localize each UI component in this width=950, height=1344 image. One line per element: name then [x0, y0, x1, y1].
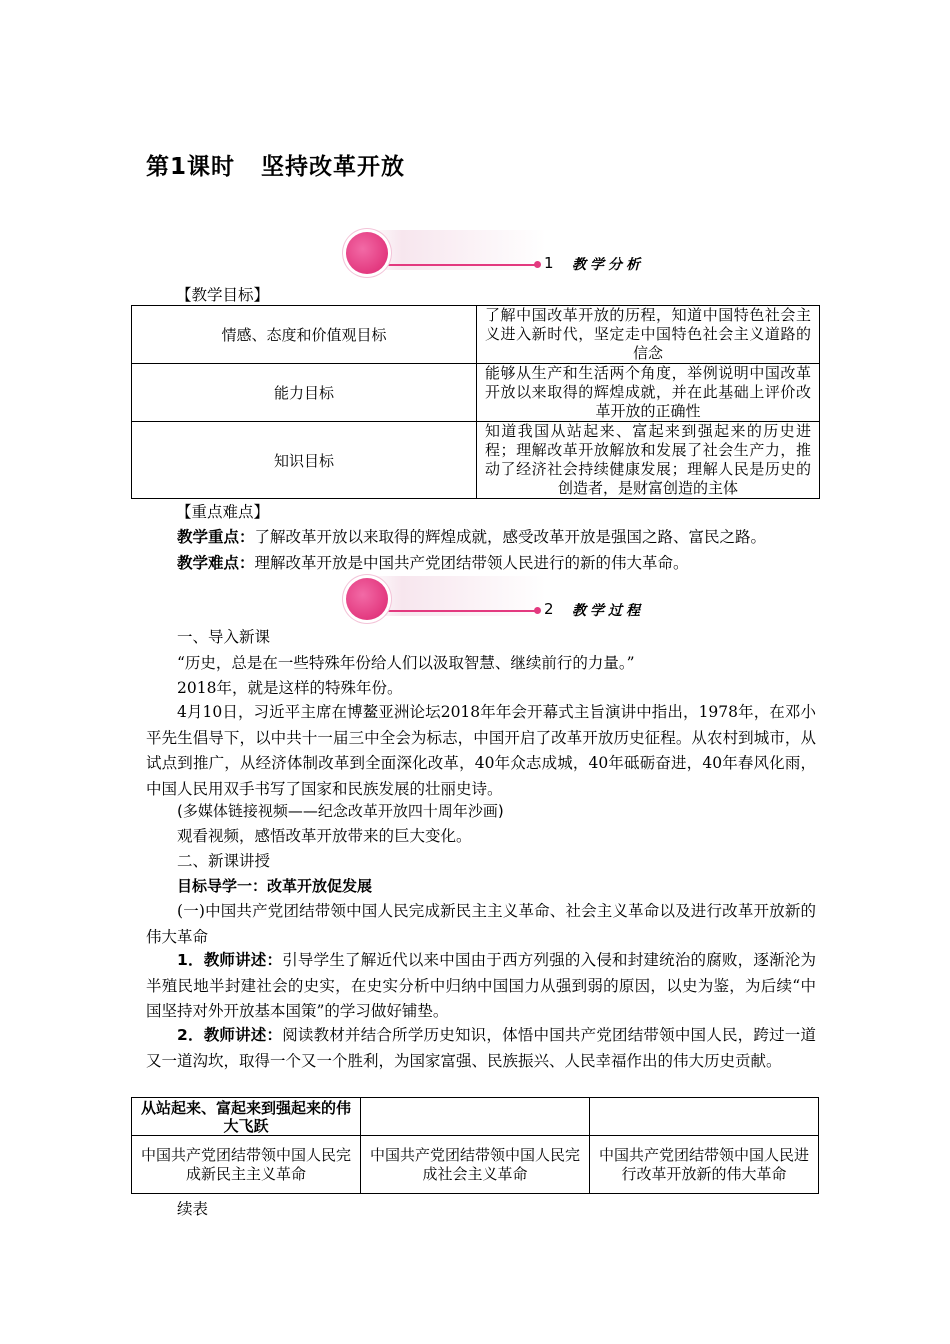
leap-cell: 中国共产党团结带领中国人民完成社会主义革命: [361, 1136, 590, 1194]
goal-guide-1: 目标导学一：改革开放促发展: [177, 877, 373, 895]
leap-header-cell: [590, 1098, 819, 1136]
goal-row: [132, 364, 820, 422]
goal-row: [132, 422, 820, 499]
leap-cell: 中国共产党团结带领中国人民完成新民主主义革命: [132, 1136, 361, 1194]
keypoints-heading: 【重点难点】: [176, 503, 270, 521]
banner-line: [368, 610, 536, 612]
section-number: 1: [544, 254, 554, 272]
focus-label: 教学重点：: [177, 528, 255, 546]
goals-heading: 【教学目标】: [176, 286, 270, 304]
goals-table: [131, 305, 820, 499]
subsection-1: (一)中国共产党团结带领中国人民完成新民主主义革命、社会主义革命以及进行改革开放新的伟大革命: [146, 902, 816, 946]
pink-circle-icon: [346, 232, 388, 274]
item-2: [146, 1023, 816, 1074]
leap-row: [132, 1136, 819, 1194]
lesson-number: 第1课时: [146, 154, 236, 180]
goal-label: 能力目标: [132, 364, 477, 422]
banner-line: [368, 264, 536, 266]
section-number: 2: [544, 600, 554, 618]
leap-header-cell: 从站起来、富起来到强起来的伟大飞跃: [132, 1098, 361, 1136]
goal-content: 能够从生产和生活两个角度，举例说明中国改革开放以来取得的辉煌成就，并在此基础上评价改革开放的正确性: [477, 364, 820, 422]
focus-text: 了解改革开放以来取得的辉煌成就，感受改革开放是强国之路、富民之路。: [254, 528, 767, 546]
continued-label: 续表: [177, 1200, 209, 1218]
goal-label: 知识目标: [132, 422, 477, 499]
item-1: [146, 948, 816, 1025]
pink-circle-icon: [346, 578, 388, 620]
leap-table: [131, 1097, 819, 1194]
item-2-label: 2．教师讲述：: [177, 1026, 283, 1044]
quote: “历史，总是在一些特殊年份给人们以汲取智慧、继续前行的力量。”: [177, 654, 635, 672]
leap-header-cell: [361, 1098, 590, 1136]
goal-content: 知道我国从站起来、富起来到强起来的历史进程；理解改革开放解放和发展了社会生产力，推动了经济社会持续健康发展；理解人民是历史的创造者，是财富创造的主体: [477, 422, 820, 499]
section-title: 教学分析: [572, 257, 644, 273]
media-note: (多媒体链接视频——纪念改革开放四十周年沙画): [177, 802, 504, 820]
item-1-label: 1．教师讲述：: [177, 951, 283, 969]
difficulty-text: 理解改革开放是中国共产党团结带领人民进行的新的伟大革命。: [254, 554, 689, 572]
intro-heading: 一、导入新课: [177, 628, 271, 646]
year-line: 2018年，就是这样的特殊年份。: [177, 679, 403, 697]
item-1-text: 引导学生了解近代以来中国由于西方列强的入侵和封建统治的腐败，逐渐沦为半殖民地半封建社会的史实，在史实分析中归纳中国国力从强到弱的原因，以史为鉴，为后续“中国坚持对外开放基本国策”的学习做好铺垫。: [146, 951, 816, 1020]
speech-paragraph: 4月10日，习近平主席在博鳌亚洲论坛2018年年会开幕式主旨演讲中指出，1978年，在邓小平先生倡导下，以中共十一届三中全会为标志，中国开启了改革开放历史征程。从农村到城市，从试点到推广，从经济体制改革到全面深化改革，40年众志成城，40年砥砺奋进，40年春风化雨，中国人民用双手书写了国家和民族发展的壮丽史诗。: [146, 703, 816, 798]
dot-icon: [534, 607, 541, 614]
goal-content: 了解中国改革开放的历程，知道中国特色社会主义进入新时代，坚定走中国特色社会主义道路的信念: [477, 306, 820, 364]
goal-row: [132, 306, 820, 364]
section-banner-process: [340, 576, 670, 624]
difficulty-line: [146, 551, 816, 577]
focus-line: [146, 525, 816, 551]
leap-header-row: [132, 1098, 819, 1136]
lesson-title: 坚持改革开放: [261, 154, 406, 180]
dot-icon: [534, 261, 541, 268]
section-banner-analysis: [340, 230, 670, 278]
page-title: [146, 148, 405, 181]
new-lesson-heading: 二、新课讲授: [177, 852, 271, 870]
item-2-text: 阅读教材并结合所学历史知识，体悟中国共产党团结带领中国人民，跨过一道又一道沟坎，取得一个又一个胜利，为国家富强、民族振兴、人民幸福作出的伟大历史贡献。: [146, 1026, 816, 1070]
leap-cell: 中国共产党团结带领中国人民进行改革开放新的伟大革命: [590, 1136, 819, 1194]
section-title: 教学过程: [572, 603, 644, 619]
watch-line: 观看视频，感悟改革开放带来的巨大变化。: [177, 827, 472, 845]
goal-label: 情感、态度和价值观目标: [132, 306, 477, 364]
difficulty-label: 教学难点：: [177, 554, 255, 572]
